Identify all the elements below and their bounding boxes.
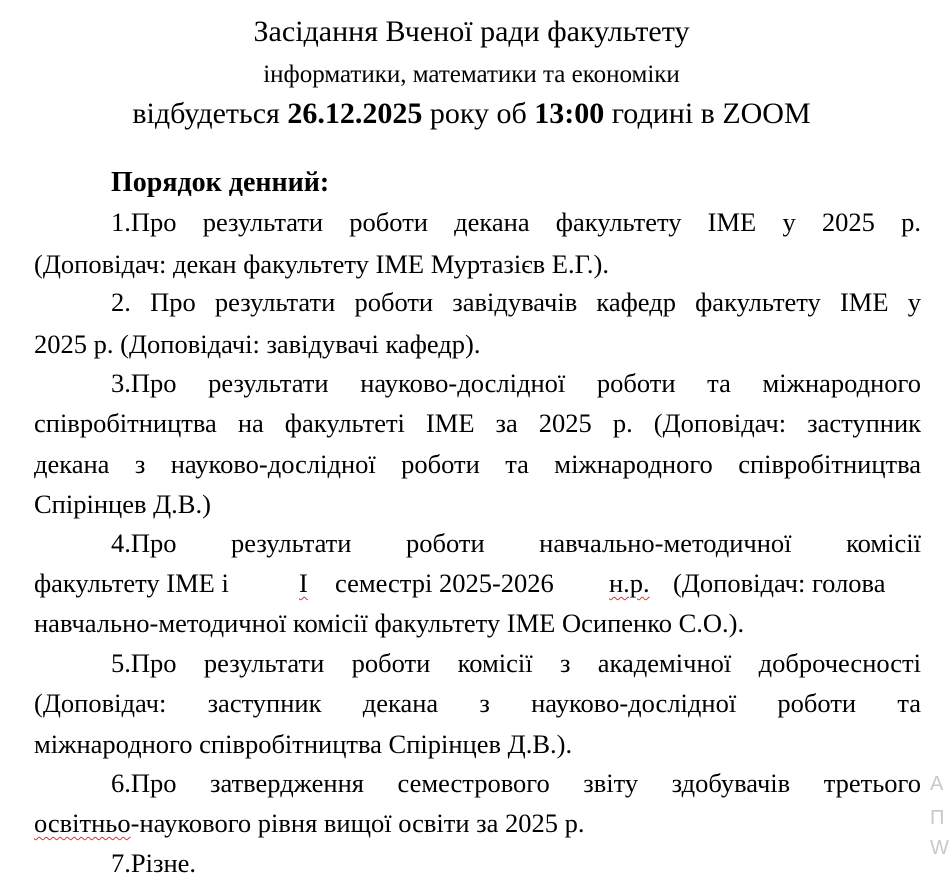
agenda-item-3-text-1: Про результати науково-дослідної роботи та міжнародного — [130, 368, 921, 398]
agenda-item-1-text-1: Про результати роботи декана факультету ІМЕ у 2025 р. — [130, 207, 921, 237]
agenda-item-7-text-1: Різне. — [130, 848, 197, 878]
title-line-3-post: годині в ZOOM — [604, 97, 811, 130]
agenda-item-3-line-2: співробітництва на факультеті ІМЕ за 2025 р. (Доповідач: заступник — [34, 408, 921, 438]
agenda-item-2-number: 2. — [111, 287, 131, 317]
agenda-item-2-line-1 — [111, 285, 921, 319]
agenda-item-5-line-2: (Доповідач: заступник декана з науково-дослідної роботи та — [34, 688, 921, 718]
agenda-item-4-line-3: навчально-методичної комісії факультету ІМЕ Осипенко С.О.). — [34, 608, 745, 638]
title-line-1: Засідання Вченої ради факультету — [253, 15, 690, 48]
agenda-item-4-line-2a: факультету ІМЕ і — [34, 568, 229, 598]
agenda-item-7-number: 7. — [111, 848, 131, 878]
agenda-item-4-line-2b: І — [299, 568, 308, 598]
agenda-item-5-number: 5. — [111, 648, 131, 678]
title-line-3 — [0, 96, 943, 132]
agenda-item-6-line-1 — [111, 766, 921, 800]
agenda-item-6-text-2a: освітньо — [34, 808, 131, 838]
agenda-item-4-text-1: Про результати роботи навчально-методичної комісії — [130, 528, 921, 558]
agenda-item-3-line-4: Спірінцев Д.В.) — [34, 489, 211, 519]
side-fragment-3: W — [930, 837, 949, 859]
agenda-item-4-line-2d: н.р. — [609, 568, 650, 598]
meeting-time: 13:00 — [534, 97, 605, 130]
title-line-3-mid: року об — [422, 97, 535, 130]
agenda-item-4-line-1 — [111, 526, 921, 560]
title-line-2: інформатики, математики та економіки — [263, 61, 680, 88]
agenda-item-1-line-1 — [111, 205, 921, 239]
agenda-item-3-number: 3. — [111, 368, 131, 398]
agenda-item-5-line-3: міжнародного співробітництва Спірінцев Д.В.). — [34, 729, 573, 759]
title-line-3-pre: відбудеться — [132, 97, 288, 130]
agenda-item-7-line-1 — [111, 846, 196, 880]
agenda-item-2-line-2: 2025 р. (Доповідачі: завідувачі кафедр). — [34, 329, 481, 359]
agenda-item-4-line-2c: семестрі 2025-2026 — [335, 568, 554, 598]
agenda-item-5-line-1 — [111, 646, 921, 680]
agenda-item-4-line-2e: (Доповідач: голова — [673, 568, 886, 598]
agenda-item-6-number: 6. — [111, 768, 131, 798]
agenda-heading: Порядок денний: — [111, 167, 330, 198]
agenda-item-6-text-1: Про затвердження семестрового звіту здобувачів третього — [130, 768, 921, 798]
side-fragment-2: П — [930, 807, 945, 829]
agenda-item-1-line-2: (Доповідач: декан факультету ІМЕ Муртазієв Е.Г.). — [34, 249, 609, 279]
agenda-item-3-line-1 — [111, 366, 921, 400]
agenda-item-5-text-1: Про результати роботи комісії з академічної доброчесності — [130, 648, 921, 678]
agenda-item-6-line-2 — [34, 806, 585, 840]
side-fragment-1: А — [930, 773, 944, 795]
agenda-item-1-number: 1. — [111, 207, 131, 237]
agenda-item-3-line-3: декана з науково-дослідної роботи та міжнародного співробітництва — [34, 449, 921, 479]
agenda-item-2-text-1: Про результати роботи завідувачів кафедр факультету ІМЕ у — [130, 287, 921, 317]
meeting-date: 26.12.2025 — [287, 97, 423, 130]
agenda-item-4-number: 4. — [111, 528, 131, 558]
agenda-item-6-text-2b: -наукового рівня вищої освіти за 2025 р. — [130, 808, 585, 838]
